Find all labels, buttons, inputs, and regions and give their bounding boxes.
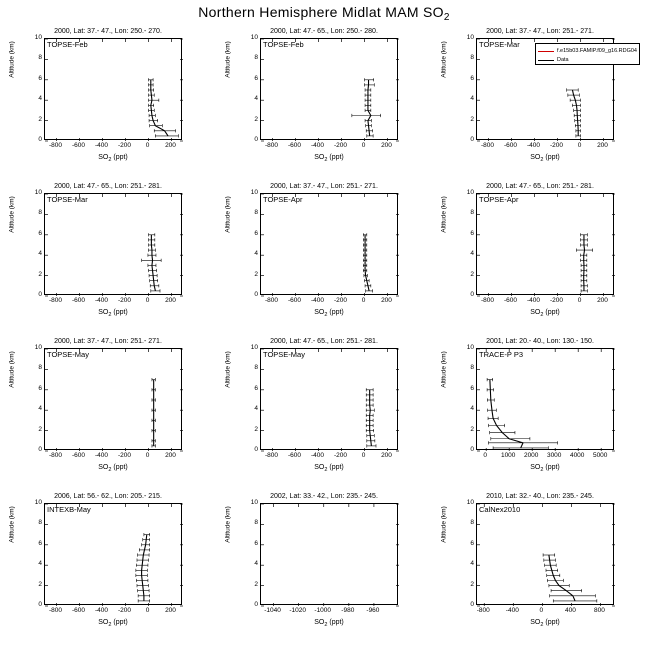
panel-supra-title: 2000, Lat: 37.- 47., Lon: 251.- 271. (270, 183, 378, 190)
x-axis-ticks (432, 607, 648, 617)
x-axis-label-units: (ppt) (327, 154, 344, 161)
panel-supra-title: 2000, Lat: 47.- 65., Lon: 251.- 281. (486, 183, 594, 190)
x-tick-label: -800 (48, 452, 63, 459)
y-axis-label: Altitude (km) (224, 351, 232, 388)
y-tick-label: 2 (254, 115, 258, 123)
y-tick-label: 6 (470, 384, 474, 392)
x-axis-label (44, 619, 182, 626)
x-tick-label: 0 (145, 297, 150, 304)
x-axis-ticks (0, 297, 216, 307)
plot-area (44, 38, 182, 140)
plot-area (44, 503, 182, 605)
x-axis-ticks (216, 297, 432, 307)
panel-label: TOPSE-Feb (47, 40, 88, 49)
y-axis-label: Altitude (km) (224, 196, 232, 233)
x-tick-label: -800 (48, 297, 63, 304)
x-tick-label: -200 (117, 297, 132, 304)
panel-supra-title: 2000, Lat: 47.- 65., Lon: 251.- 281. (270, 338, 378, 345)
x-tick-label: -200 (117, 607, 132, 614)
y-tick-label: 0 (254, 136, 258, 143)
figure-title-subscript: 2 (443, 12, 450, 23)
x-axis-label (260, 619, 398, 626)
panel-label: INTEXB-May (47, 505, 91, 514)
y-tick-label: 8 (254, 209, 258, 217)
x-tick-label: -200 (333, 142, 348, 149)
x-axis-ticks (432, 142, 648, 152)
x-tick-label: 0 (361, 142, 366, 149)
panel-label: TOPSE-Apr (479, 195, 519, 204)
x-tick-label: 0 (145, 452, 150, 459)
panel-12 (432, 493, 648, 648)
y-tick-label: 0 (38, 446, 42, 453)
y-tick-label: 0 (38, 136, 42, 143)
x-axis-label-subscript: 2 (108, 467, 112, 473)
x-tick-label: -600 (71, 607, 86, 614)
x-tick-label: -1000 (314, 607, 332, 614)
y-tick-label: 10 (250, 189, 258, 196)
y-tick-label: 0 (38, 291, 42, 298)
y-axis-label: Altitude (km) (8, 196, 16, 233)
y-tick-label: 6 (38, 539, 42, 547)
y-tick-label: 4 (254, 250, 258, 258)
panel-grid (0, 28, 648, 648)
x-axis-label-subscript: 2 (540, 622, 544, 628)
y-tick-label: 2 (254, 425, 258, 433)
plot-area (44, 193, 182, 295)
y-tick-label: 2 (470, 425, 474, 433)
x-tick-label: 0 (539, 607, 544, 614)
x-tick-label: -200 (549, 142, 564, 149)
x-axis-label-text: SO (530, 154, 541, 161)
x-axis-label-subscript: 2 (540, 157, 544, 163)
plot-area (260, 348, 398, 450)
x-axis-label-subscript: 2 (108, 312, 112, 318)
y-tick-label: 10 (34, 34, 42, 41)
x-tick-label: 200 (165, 607, 176, 614)
x-tick-label: -800 (264, 297, 279, 304)
y-axis-ticks (456, 189, 474, 298)
x-tick-label: -800 (480, 297, 495, 304)
x-axis-label-units: (ppt) (111, 154, 128, 161)
x-tick-label: -400 (526, 142, 541, 149)
y-tick-label: 0 (470, 446, 474, 453)
y-tick-label: 2 (38, 580, 42, 588)
y-axis-ticks (24, 499, 42, 608)
series-canvas (45, 504, 183, 606)
x-axis-ticks (0, 607, 216, 617)
y-tick-label: 10 (466, 34, 474, 41)
y-tick-label: 8 (254, 364, 258, 372)
x-axis-label-subscript: 2 (324, 467, 328, 473)
plot-area (44, 348, 182, 450)
figure-title-text: Northern Hemisphere Midlat MAM SO (198, 4, 444, 20)
legend-label-data: Data (557, 57, 569, 63)
figure-title (0, 4, 648, 23)
x-tick-label: 200 (165, 452, 176, 459)
y-tick-label: 4 (254, 405, 258, 413)
y-axis-label: Altitude (km) (440, 41, 448, 78)
series-canvas (45, 194, 183, 296)
panel-label: TOPSE-Mar (47, 195, 88, 204)
y-tick-label: 4 (470, 95, 474, 103)
x-axis-ticks (0, 142, 216, 152)
y-axis-ticks (24, 344, 42, 453)
series-canvas (477, 504, 615, 606)
x-axis-label (260, 309, 398, 316)
x-tick-label: -400 (94, 607, 109, 614)
y-tick-label: 6 (254, 229, 258, 237)
x-axis-label-text: SO (98, 464, 109, 471)
x-axis-label (476, 619, 614, 626)
panel-2 (216, 28, 432, 183)
x-axis-label (476, 154, 614, 161)
x-tick-label: 2000 (523, 452, 539, 459)
x-tick-label: 200 (165, 142, 176, 149)
x-axis-label-text: SO (98, 309, 109, 316)
x-tick-label: 200 (381, 297, 392, 304)
x-tick-label: 5000 (592, 452, 608, 459)
x-tick-label: 0 (361, 297, 366, 304)
panel-label: TOPSE-Mar (479, 40, 520, 49)
y-tick-label: 6 (38, 74, 42, 82)
y-axis-ticks (240, 189, 258, 298)
y-tick-label: 4 (254, 560, 258, 568)
x-tick-label: -980 (341, 607, 355, 614)
plot-area (476, 503, 614, 605)
x-tick-label: -400 (310, 142, 325, 149)
x-tick-label: -400 (310, 452, 325, 459)
series-canvas (261, 194, 399, 296)
x-tick-label: -1040 (264, 607, 281, 614)
x-axis-ticks (432, 297, 648, 307)
y-tick-label: 8 (254, 54, 258, 62)
y-tick-label: 8 (38, 364, 42, 372)
x-axis-ticks (216, 607, 432, 617)
y-tick-label: 0 (38, 601, 42, 608)
x-axis-label-text: SO (98, 154, 109, 161)
y-tick-label: 6 (470, 74, 474, 82)
x-tick-label: 200 (381, 142, 392, 149)
x-tick-label: -600 (71, 297, 86, 304)
y-tick-label: 6 (38, 229, 42, 237)
y-tick-label: 8 (38, 209, 42, 217)
y-tick-label: 6 (254, 384, 258, 392)
x-axis-label-subscript: 2 (324, 622, 328, 628)
x-tick-label: 3000 (546, 452, 562, 459)
x-tick-label: -200 (117, 452, 132, 459)
y-tick-label: 2 (470, 580, 474, 588)
panel-label: TOPSE-Apr (263, 195, 303, 204)
y-tick-label: 2 (38, 115, 42, 123)
x-tick-label: -600 (503, 297, 518, 304)
panel-7 (0, 338, 216, 493)
y-axis-label: Altitude (km) (8, 506, 16, 543)
y-tick-label: 8 (38, 519, 42, 527)
x-tick-label: -600 (287, 297, 302, 304)
x-tick-label: -200 (333, 452, 348, 459)
x-tick-label: 200 (597, 297, 608, 304)
x-axis-label-text: SO (530, 619, 541, 626)
y-tick-label: 10 (34, 189, 42, 196)
x-axis-label (260, 154, 398, 161)
panel-11 (216, 493, 432, 648)
panel-5 (216, 183, 432, 338)
y-axis-label: Altitude (km) (440, 506, 448, 543)
y-tick-label: 8 (38, 54, 42, 62)
panel-label: TOPSE-May (263, 350, 305, 359)
panel-4 (0, 183, 216, 338)
y-tick-label: 0 (470, 601, 474, 608)
y-tick-label: 4 (470, 250, 474, 258)
x-tick-label: 0 (577, 142, 582, 149)
x-tick-label: -400 (94, 142, 109, 149)
x-tick-label: -600 (71, 452, 86, 459)
x-axis-label (44, 154, 182, 161)
y-tick-label: 8 (470, 209, 474, 217)
y-axis-ticks (456, 499, 474, 608)
x-tick-label: -800 (264, 452, 279, 459)
legend (535, 43, 640, 65)
x-tick-label: 4000 (569, 452, 585, 459)
x-axis-label-subscript: 2 (324, 157, 328, 163)
x-tick-label: 800 (594, 607, 605, 614)
x-tick-label: -800 (48, 607, 63, 614)
x-tick-label: 200 (381, 452, 392, 459)
y-tick-label: 10 (34, 344, 42, 351)
x-axis-label (476, 464, 614, 471)
y-tick-label: 2 (38, 270, 42, 278)
y-tick-label: 2 (38, 425, 42, 433)
x-axis-label-units: (ppt) (327, 619, 344, 626)
x-axis-label-text: SO (314, 464, 325, 471)
y-tick-label: 10 (250, 34, 258, 41)
x-axis-label (260, 464, 398, 471)
y-tick-label: 10 (34, 499, 42, 506)
legend-entry-model (538, 47, 637, 55)
y-tick-label: 10 (250, 499, 258, 506)
y-tick-label: 10 (466, 189, 474, 196)
panel-supra-title: 2006, Lat: 56.- 62., Lon: 205.- 215. (54, 493, 162, 500)
x-axis-label (44, 309, 182, 316)
x-axis-label-units: (ppt) (111, 464, 128, 471)
panel-supra-title: 2010, Lat: 32.- 40., Lon: 235.- 245. (486, 493, 594, 500)
y-axis-ticks (456, 344, 474, 453)
x-tick-label: 0 (145, 607, 150, 614)
y-tick-label: 10 (250, 344, 258, 351)
y-tick-label: 4 (38, 405, 42, 413)
y-tick-label: 0 (254, 601, 258, 608)
y-axis-label: Altitude (km) (440, 351, 448, 388)
x-axis-label-units: (ppt) (327, 464, 344, 471)
x-tick-label: 1000 (500, 452, 516, 459)
series-canvas (261, 349, 399, 451)
y-axis-label: Altitude (km) (224, 506, 232, 543)
y-tick-label: 6 (470, 229, 474, 237)
x-tick-label: 0 (361, 452, 366, 459)
panel-supra-title: 2000, Lat: 37.- 47., Lon: 251.- 271. (486, 28, 594, 35)
y-axis-label: Altitude (km) (224, 41, 232, 78)
x-axis-ticks (216, 142, 432, 152)
x-tick-label: -600 (503, 142, 518, 149)
y-tick-label: 10 (466, 499, 474, 506)
y-tick-label: 4 (38, 95, 42, 103)
x-tick-label: -200 (333, 297, 348, 304)
x-tick-label: -400 (94, 452, 109, 459)
x-tick-label: -800 (480, 142, 495, 149)
x-tick-label: -800 (264, 142, 279, 149)
x-axis-label-units: (ppt) (543, 464, 560, 471)
x-axis-label-text: SO (314, 309, 325, 316)
x-axis-label (44, 464, 182, 471)
panel-label: CalNex2010 (479, 505, 521, 514)
y-tick-label: 8 (470, 364, 474, 372)
series-canvas (45, 349, 183, 451)
panel-supra-title: 2001, Lat: 20.- 40., Lon: 130.- 150. (486, 338, 594, 345)
plot-area (476, 193, 614, 295)
x-axis-label-subscript: 2 (540, 312, 544, 318)
series-canvas (477, 194, 615, 296)
y-tick-label: 4 (38, 560, 42, 568)
x-tick-label: -600 (71, 142, 86, 149)
x-tick-label: -200 (117, 142, 132, 149)
series-canvas (261, 39, 399, 141)
x-tick-label: 400 (564, 607, 576, 614)
x-axis-label-units: (ppt) (543, 154, 560, 161)
y-tick-label: 4 (38, 250, 42, 258)
y-tick-label: 6 (254, 539, 258, 547)
x-tick-label: 0 (145, 142, 150, 149)
y-tick-label: 6 (470, 539, 474, 547)
panel-supra-title: 2000, Lat: 37.- 47., Lon: 250.- 270. (54, 28, 162, 35)
y-axis-ticks (240, 34, 258, 143)
x-axis-label-units: (ppt) (327, 309, 344, 316)
y-tick-label: 10 (466, 344, 474, 351)
x-axis-label-units: (ppt) (111, 619, 128, 626)
y-tick-label: 2 (470, 115, 474, 123)
y-axis-ticks (240, 499, 258, 608)
x-axis-label-units: (ppt) (111, 309, 128, 316)
x-axis-label-text: SO (314, 154, 325, 161)
x-tick-label: -960 (366, 607, 380, 614)
y-tick-label: 8 (470, 54, 474, 62)
panel-supra-title: 2002, Lat: 33.- 42., Lon: 235.- 245. (270, 493, 378, 500)
y-axis-ticks (24, 34, 42, 143)
x-axis-label-text: SO (314, 619, 325, 626)
y-tick-label: 4 (470, 405, 474, 413)
legend-label-model: f.e15b03.FAMIP.f09_g16.RDG04 (556, 48, 637, 54)
x-tick-label: -400 (505, 607, 519, 614)
y-axis-label: Altitude (km) (8, 41, 16, 78)
x-tick-label: 200 (165, 297, 176, 304)
y-tick-label: 6 (38, 384, 42, 392)
panel-10 (0, 493, 216, 648)
panel-supra-title: 2000, Lat: 47.- 65., Lon: 250.- 280. (270, 28, 378, 35)
series-canvas (261, 504, 399, 606)
x-tick-label: -200 (549, 297, 564, 304)
legend-entry-data (538, 56, 637, 64)
x-axis-label-subscript: 2 (108, 622, 112, 628)
y-axis-ticks (24, 189, 42, 298)
x-axis-label-subscript: 2 (108, 157, 112, 163)
y-tick-label: 8 (254, 519, 258, 527)
y-tick-label: 0 (470, 291, 474, 298)
x-tick-label: -600 (287, 142, 302, 149)
x-tick-label: 0 (483, 452, 487, 459)
x-axis-label-text: SO (98, 619, 109, 626)
y-tick-label: 0 (470, 136, 474, 143)
x-tick-label: -800 (48, 142, 63, 149)
y-tick-label: 2 (254, 580, 258, 588)
panel-8 (216, 338, 432, 493)
panel-6 (432, 183, 648, 338)
y-axis-label: Altitude (km) (8, 351, 16, 388)
legend-swatch-model (538, 51, 554, 52)
panel-supra-title: 2000, Lat: 47.- 65., Lon: 251.- 281. (54, 183, 162, 190)
x-tick-label: -600 (287, 452, 302, 459)
x-tick-label: 200 (597, 142, 608, 149)
x-tick-label: -800 (476, 607, 490, 614)
y-tick-label: 4 (254, 95, 258, 103)
y-tick-label: 2 (470, 270, 474, 278)
panel-label: TRACE-P P3 (479, 350, 524, 359)
y-tick-label: 2 (254, 270, 258, 278)
x-tick-label: -400 (310, 297, 325, 304)
x-axis-ticks (0, 452, 216, 462)
legend-swatch-data (538, 60, 554, 61)
x-axis-label-subscript: 2 (540, 467, 544, 473)
x-tick-label: -400 (526, 297, 541, 304)
x-axis-label-units: (ppt) (543, 309, 560, 316)
panel-9 (432, 338, 648, 493)
y-tick-label: 0 (254, 291, 258, 298)
x-axis-label (476, 309, 614, 316)
x-axis-label-text: SO (530, 309, 541, 316)
panel-label: TOPSE-May (47, 350, 89, 359)
plot-area (260, 503, 398, 605)
x-axis-ticks (216, 452, 432, 462)
y-axis-label: Altitude (km) (440, 196, 448, 233)
y-tick-label: 6 (254, 74, 258, 82)
x-tick-label: 0 (577, 297, 582, 304)
x-tick-label: -400 (94, 297, 109, 304)
panel-label: TOPSE-Feb (263, 40, 304, 49)
y-tick-label: 4 (470, 560, 474, 568)
y-tick-label: 8 (470, 519, 474, 527)
y-axis-ticks (456, 34, 474, 143)
x-axis-label-subscript: 2 (324, 312, 328, 318)
plot-area (260, 38, 398, 140)
plot-area (476, 348, 614, 450)
series-canvas (45, 39, 183, 141)
y-axis-ticks (240, 344, 258, 453)
panel-1 (0, 28, 216, 183)
plot-area (260, 193, 398, 295)
panel-3 (432, 28, 648, 183)
x-axis-ticks (432, 452, 648, 462)
series-canvas (477, 349, 615, 451)
x-axis-label-units: (ppt) (543, 619, 560, 626)
y-tick-label: 0 (254, 446, 258, 453)
x-axis-label-text: SO (530, 464, 541, 471)
x-tick-label: -1020 (289, 607, 306, 614)
panel-supra-title: 2000, Lat: 37.- 47., Lon: 251.- 271. (54, 338, 162, 345)
